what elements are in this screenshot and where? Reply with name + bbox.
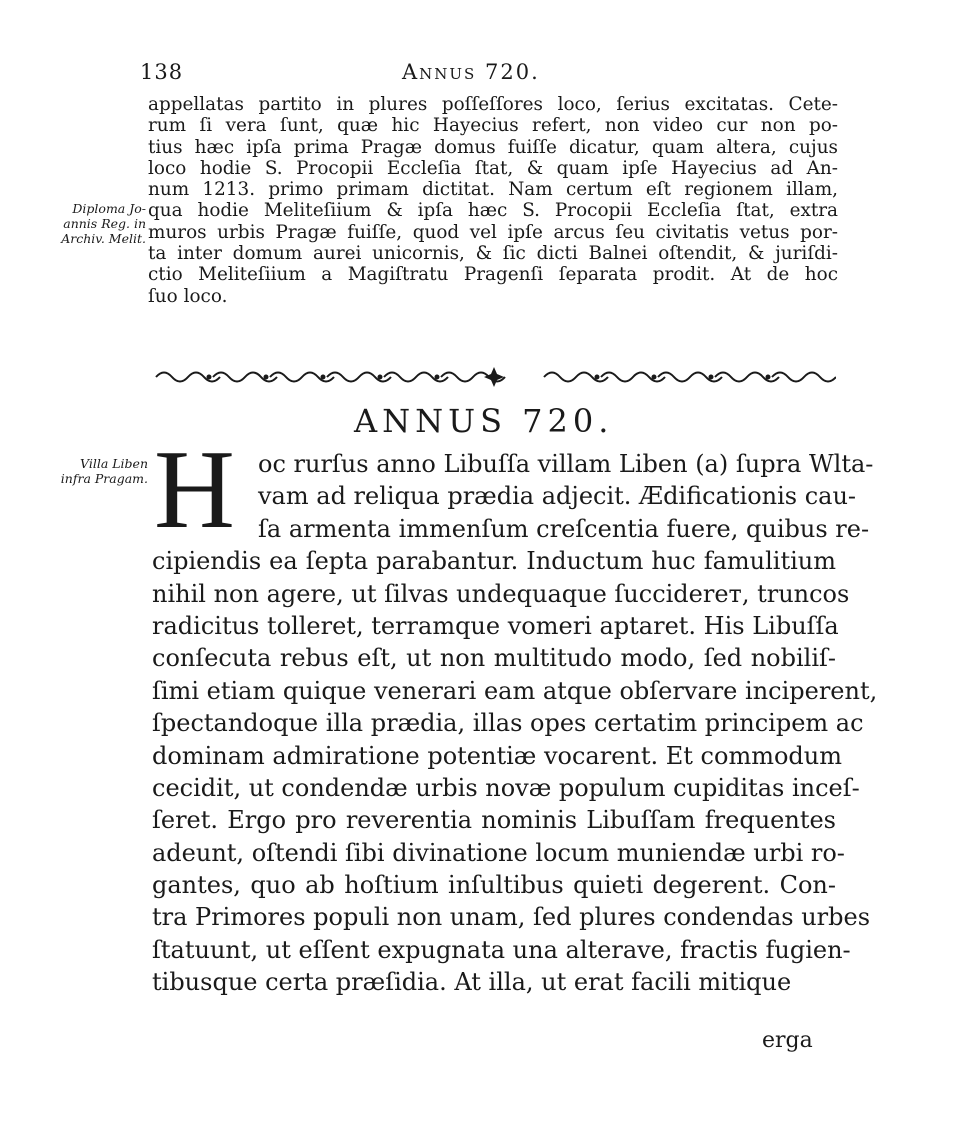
text-line: conſecuta rebus eſt, ut non multitudo modo, ſed nobiliſ- — [152, 644, 836, 673]
text-line: qua hodie Meliteſiium & ipſa hæc S. Procopii Eccleſia ſtat, extra — [148, 200, 838, 222]
text-line: tius hæc ipſa prima Pragæ domus fuiſſe dicatur, quam altera, cujus — [148, 136, 838, 158]
margin-note-line: annis Reg. in — [63, 216, 146, 231]
text-line: adeunt, oſtendi ſibi divinatione locum muniendæ urbi ro- — [152, 838, 845, 867]
text-line: dominam admiratione potentiæ vocarent. Et commodum — [152, 741, 842, 770]
margin-note-line: Villa Liben — [80, 456, 148, 471]
drop-cap: H — [154, 428, 235, 552]
text-line: ctio Meliteſiium a Magiſtratu Pragenſi ſeparata prodit. At de hoc — [148, 264, 838, 286]
text-line: oc rurſus anno Libuſſa villam Liben (a) ſupra Wlta- — [258, 450, 874, 478]
text-line: ſimi etiam quique venerari eam atque obſervare inciperent, — [152, 676, 878, 705]
text-line: vam ad reliqua prædia adjecit. Ædificationis cau- — [258, 482, 857, 511]
catchword: erga — [762, 1028, 813, 1053]
text-line: cecidit, ut condendæ urbis novæ populum cupiditas inceſ- — [152, 773, 860, 802]
margin-note-diploma — [30, 201, 146, 246]
text-line: ſpectandoque illa prædia, illas opes certatim principem ac — [152, 709, 864, 738]
margin-note-villa-liben — [30, 456, 148, 486]
text-line: ſuo loco. — [148, 285, 228, 307]
margin-note-line: Archiv. Melit. — [61, 231, 146, 246]
text-line: tibusque certa præſidia. At illa, ut erat facili mitique — [152, 968, 792, 997]
text-line: ta inter domum aurei unicornis, & ſic dicti Balnei oſtendit, & juriſdi- — [148, 243, 838, 265]
text-line: ſeret. Ergo pro reverentia nominis Libuſſam frequentes — [152, 806, 836, 835]
text-line: appellatas partito in plures poſſeſſores loco, ſerius excitatas. Cete- — [148, 94, 838, 115]
text-line: ſa armenta immenſum creſcentia fuere, quibus re- — [258, 514, 870, 543]
running-head — [140, 60, 840, 90]
page-number: 138 — [140, 60, 184, 84]
text-line: nihil non agere, ut ſilvas undequaque ſucciderет, truncos — [152, 579, 850, 608]
text-line: muros urbis Pragæ fuiſſe, quod vel ipſe arcus ſeu civitatis vetus por- — [148, 221, 838, 243]
margin-note-line: Diploma Jo- — [72, 201, 146, 216]
previous-paragraph — [148, 94, 838, 307]
ornament-divider — [152, 366, 836, 388]
running-title: Annus 720. — [402, 60, 540, 84]
text-line: tra Primores populi non unam, ſed plures condendas urbes — [152, 903, 871, 932]
section-body — [152, 448, 878, 999]
text-line: gantes, quo ab hoſtium inſultibus quieti degerent. Con- — [152, 871, 836, 900]
text-line: ſtatuunt, ut eſſent expugnata una alterave, fractis fugien- — [152, 935, 851, 964]
text-line: radicitus tolleret, terramque vomeri aptaret. His Libuſſa — [152, 611, 839, 640]
text-line: rum ſi vera ſunt, quæ hic Hayecius refert, non video cur non po- — [148, 115, 838, 137]
text-line: cipiendis ea ſepta parabantur. Inductum huc famulitium — [152, 547, 836, 576]
margin-note-line: infra Pragam. — [60, 471, 148, 486]
text-line: loco hodie S. Procopii Eccleſia ſtat, & quam ipſe Hayecius ad An- — [148, 157, 838, 179]
section-title: ANNUS 720. — [354, 402, 614, 440]
ornament-divider-icon — [152, 366, 836, 388]
text-line: num 1213. primo primam dictitat. Nam certum eſt regionem illam, — [148, 179, 838, 201]
